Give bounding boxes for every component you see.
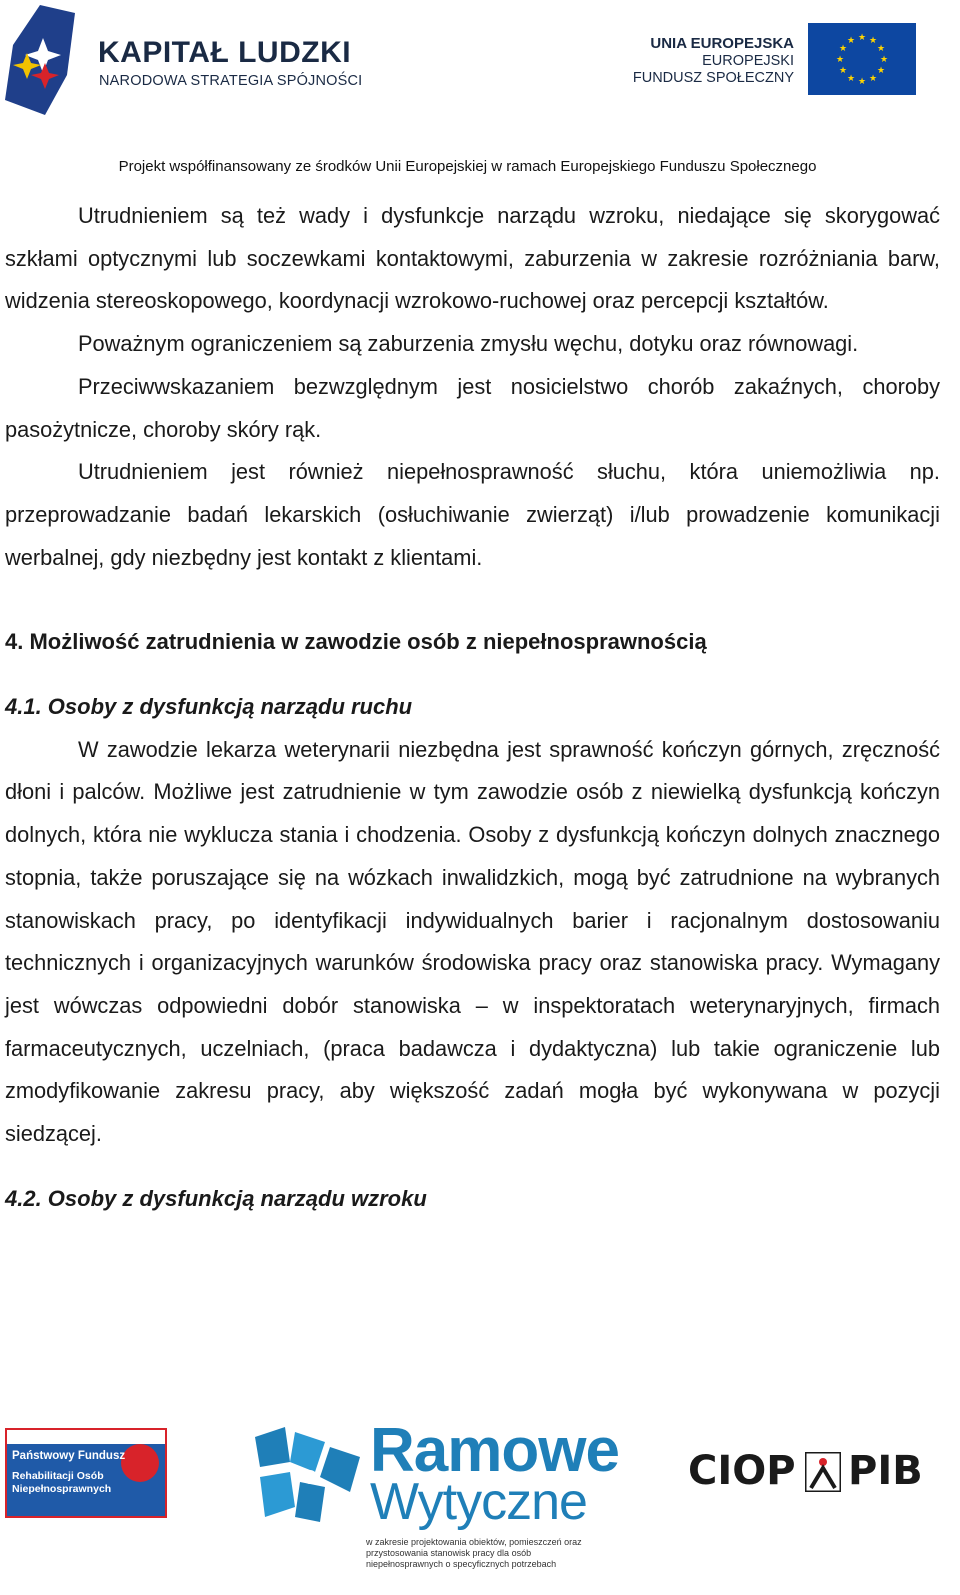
ciop-figure-icon — [805, 1452, 841, 1492]
eu-flag-icon — [808, 23, 916, 95]
page-footer — [0, 1410, 960, 1595]
ciop-label: CIOP — [688, 1448, 796, 1494]
ramowe-description: w zakresie projektowania obiektów, pomieszczeń oraz przystosowania stanowisk pracy dla osób niepełnosprawnych o specyficznych potrzebach — [366, 1537, 582, 1569]
ramowe-wytyczne-graphic — [250, 1422, 365, 1527]
eu-main-label: UNIA EUROPEJSKA — [650, 35, 794, 52]
pib-label: PIB — [848, 1448, 923, 1494]
svg-text:★: ★ — [835, 55, 845, 65]
svg-text:★: ★ — [879, 55, 889, 65]
paragraph-contraindication: Przeciwwskazaniem bezwzględnym jest nosicielstwo chorób zakaźnych, choroby pasożytnicze, choroby skóry rąk. — [5, 373, 940, 442]
pfron-subtitle: Rehabilitacji Osób Niepełnosprawnych — [12, 1470, 112, 1495]
paragraph-senses: Poważnym ograniczeniem są zaburzenia zmysłu węchu, dotyku oraz równowagi. — [78, 331, 859, 357]
paragraph-motor-dysfunction: W zawodzie lekarza weterynarii niezbędna jest sprawność kończyn górnych, zręczność dłoni i palców. Możliwe jest zatrudnienie w tym zawodzie osób z niewielką dysfunkcją kończyn dolnych, która nie wyklucza stania i chodzenia. Osoby z dysfunkcją kończyn dolnych znacznego stopnia, także poruszające się na wózkach inwalidzkich, mogą być zatrudnione na wybranych stanowiskach pracy, po identyfikacji indywidualnych barier i racjonalnym dostosowaniu technicznych i organizacyjnych warunków środowiska pracy oraz stanowiska pracy. Wymagany jest wówczas odpowiedni dobór stanowiska – w inspektoratach weterynaryjnych, firmach farmaceutycznych, uczelniach, (praca badawcza i dydaktyczna) lub takie ograniczenie lub zmodyfikowanie zakresu pracy, aby większość zadań mogła być wykonywana w pozycji siedzącej. — [5, 736, 940, 1147]
section-heading-4-2: 4.2. Osoby z dysfunkcją narządu wzroku — [5, 1185, 427, 1211]
paragraph-vision-disorders: Utrudnieniem są też wady i dysfunkcje narządu wzroku, niedające się skorygować szkłami optycznymi lub soczewkami kontaktowymi, zaburzenia w zakresie rozróżniania barw, widzenia stereoskopowego, koordynacji wzrokowo-ruchowej oraz percepcji kształtów. — [5, 203, 940, 314]
cofinancing-note: Projekt współfinansowany ze środków Unii Europejskiej w ramach Europejskiego Funduszu Społecznego — [118, 158, 817, 175]
section-heading-4-1: 4.1. Osoby z dysfunkcją narządu ruchu — [5, 694, 413, 720]
ramowe-title: Ramowe — [370, 1416, 619, 1485]
kapital-ludzki-logo — [5, 5, 75, 115]
svg-text:★: ★ — [876, 66, 886, 76]
kapital-ludzki-subtitle: NARODOWA STRATEGIA SPÓJNOŚCI — [99, 73, 363, 89]
svg-text:★: ★ — [857, 77, 867, 87]
svg-text:★: ★ — [876, 44, 886, 54]
svg-text:★: ★ — [846, 74, 856, 84]
svg-text:★: ★ — [838, 44, 848, 54]
paragraph-hearing: Utrudnieniem jest również niepełnosprawność słuchu, która uniemożliwia np. przeprowadzanie badań lekarskich (osłuchiwanie zwierząt) i/lub prowadzenie komunikacji werbalnej, gdy niezbędny jest kontakt z klientami. — [5, 459, 940, 570]
svg-text:★: ★ — [868, 36, 878, 46]
spacer — [5, 1156, 940, 1178]
kapital-ludzki-title: KAPITAŁ LUDZKI — [98, 36, 352, 69]
spacer — [5, 579, 940, 601]
spacer — [5, 664, 940, 686]
eu-fund-label — [633, 35, 794, 88]
page-header — [0, 0, 960, 185]
eu-line3: FUNDUSZ SPOŁECZNY — [632, 70, 794, 86]
pfron-top-bar — [7, 1430, 165, 1444]
section-heading-4: 4. Możliwość zatrudnienia w zawodzie osób z niepełnosprawnością — [5, 629, 707, 655]
svg-text:★: ★ — [838, 66, 848, 76]
pfron-logo — [5, 1428, 167, 1518]
svg-text:★: ★ — [868, 74, 878, 84]
svg-text:★: ★ — [846, 36, 856, 46]
eu-line2: EUROPEJSKI — [702, 52, 794, 69]
svg-text:★: ★ — [857, 33, 867, 43]
wytyczne-title: Wytyczne — [370, 1473, 587, 1531]
pfron-title: Państwowy Fundusz — [12, 1450, 126, 1462]
document-body — [5, 195, 940, 1220]
